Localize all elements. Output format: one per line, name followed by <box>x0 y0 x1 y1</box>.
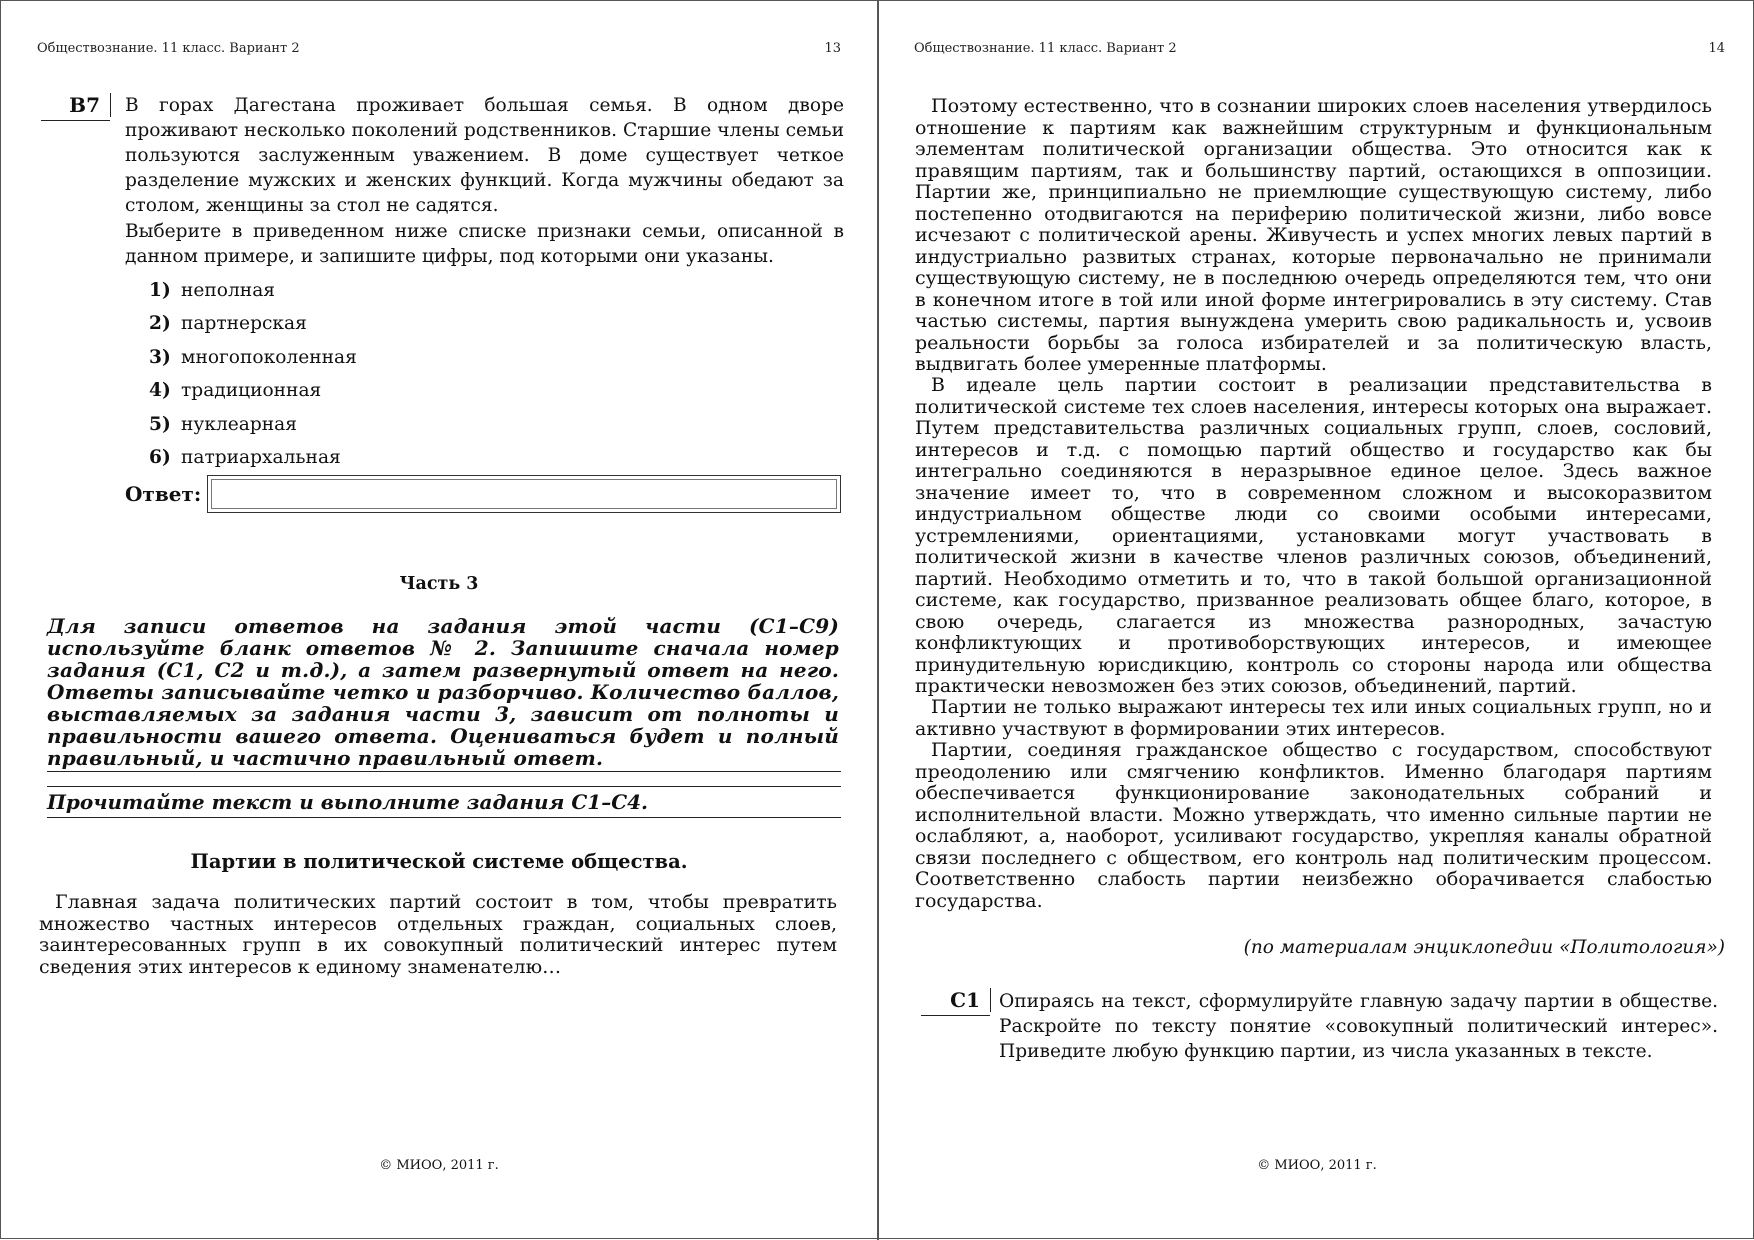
page-number: 13 <box>824 41 841 56</box>
text-paragraph: Главная задача политических партий состоит в том, чтобы превратить множество частных интересов отдельных граждан, социальных слоев, заинтересованных групп в их совокупный политический интерес путем сведения этих интересов к единому знаменателю… <box>39 891 837 978</box>
divider <box>47 817 841 818</box>
left-page <box>1 1 877 1240</box>
answer-field[interactable] <box>207 475 841 513</box>
right-page <box>879 1 1754 1240</box>
option-item: 6) патриархальная <box>149 447 341 468</box>
task-b7-condition: В горах Дагестана проживает большая семья. В одном дворе проживают несколько поколений родственников. Старшие члены семьи пользуются заслуженным уважением. В доме существует четкое разделение мужских и женских функций. Когда мужчины обедают за столом, женщины за стол не садятся. <box>125 95 844 216</box>
task-b7-question: Выберите в приведенном ниже списке признаки семьи, описанной в данном примере, и запишите цифры, под которыми они указаны. <box>125 221 844 267</box>
answer-label: Ответ: <box>125 482 202 506</box>
divider <box>47 771 841 772</box>
source-citation: (по материалам энциклопедии «Политология») <box>1243 937 1725 958</box>
page-header-title: Обществознание. 11 класс. Вариант 2 <box>914 41 1177 56</box>
part3-title: Часть 3 <box>399 574 479 594</box>
text-paragraph: В идеале цель партии состоит в реализации представительства в политической системе тех слоев населения, интересы которых она выражает. Путем представительства различных социальных групп, слоев, сословий, интересов и т.д. с помощью партий общество и государство как бы интегрально соединяются в неразрывное единое целое. Здесь важное значение имеет то, что в современном сложном и высокоразвитом индустриальном обществе люди со своими особыми интересами, устремлениями, ориентациями, установками могут участвовать в политической жизни в качестве членов различных союзов, объединений, партий. Необходимо отметить и то, что в такой большой организационной системе, как государство, призванное реализовать общее благо, которое, в свою очередь, слагается из множества разнородных, зачастую конфликтующих и противоборствующих интересов, и имеющее принудительную юрисдикцию, контроль со стороны народа или общества практически невозможен без этих союзов, объединений, партий. <box>915 374 1712 697</box>
option-item: 3) многопоколенная <box>149 347 357 368</box>
text-paragraph: Поэтому естественно, что в сознании широких слоев населения утвердилось отношение к партиям как важнейшим структурным и функциональным элементам политической организации общества. Это относится как к правящим партиям, так и большинству партий, остающихся в оппозиции. Партии же, принципиально не приемлющие существующую систему, либо постепенно отодвигаются на периферию политической жизни, либо вовсе исчезают с политической арены. Живучесть и успех многих левых партий в индустриально развитых странах, которые первоначально не принимали существующую систему, не в последнюю очередь определяются тем, что они в конечном итоге в той или иной форме интегрировались в эту систему. Став частью системы, партия вынуждена умерить свою радикальность и, усвоив реальности борьбы за голоса избирателей и за политическую власть, выдвигать более умеренные платформы. <box>915 95 1712 375</box>
text-title: Партии в политической системе общества. <box>190 850 688 873</box>
task-label-b7: B7 <box>41 93 111 117</box>
option-item: 5) нуклеарная <box>149 414 297 435</box>
page-header-title: Обществознание. 11 класс. Вариант 2 <box>37 41 300 56</box>
page-number: 14 <box>1708 41 1725 56</box>
copyright-footer: © МИОО, 2011 г. <box>379 1158 499 1173</box>
text-paragraph: Партии не только выражают интересы тех или иных социальных групп, но и активно участвуют в формировании этих интересов. <box>915 696 1712 740</box>
part3-instruction: Для записи ответов на задания этой части (С1–С9) используйте бланк ответов № 2. Запишите сначала номер задания (С1, С2 и т.д.), а затем развернутый ответ на него. Ответы записывайте четко и разборчиво. Количество баллов, выставляемых за задания части 3, зависит от полноты и правильности вашего ответа. Оцениваться будет и полный правильный, и частично правильный ответ. <box>47 614 840 770</box>
option-item: 4) традиционная <box>149 380 322 401</box>
option-item: 1) неполная <box>149 280 276 301</box>
read-instruction: Прочитайте текст и выполните задания С1–С4. <box>47 790 648 814</box>
copyright-footer: © МИОО, 2011 г. <box>1257 1158 1377 1173</box>
option-item: 2) партнерская <box>149 313 307 334</box>
task-c1-text: Опираясь на текст, сформулируйте главную задачу партии в обществе. Раскройте по тексту понятие «совокупный политический интерес». Приведите любую функцию партии, из числа указанных в тексте. <box>999 991 1718 1062</box>
divider <box>47 786 841 787</box>
text-paragraph: Партии, соединяя гражданское общество с государством, способствуют преодолению или смягчению конфликтов. Именно благодаря партиям обеспечивается функционирование законодательных собраний и исполнительной власти. Можно утверждать, что именно сильные партии не ослабляют, а, наоборот, усиливают государство, укрепляя каналы обратной связи последнего с обществом, его контроль над политическим процессом. Соответственно слабость партии неизбежно оборачивается слабостью государства. <box>915 739 1712 912</box>
task-label-c1: C1 <box>921 988 991 1012</box>
